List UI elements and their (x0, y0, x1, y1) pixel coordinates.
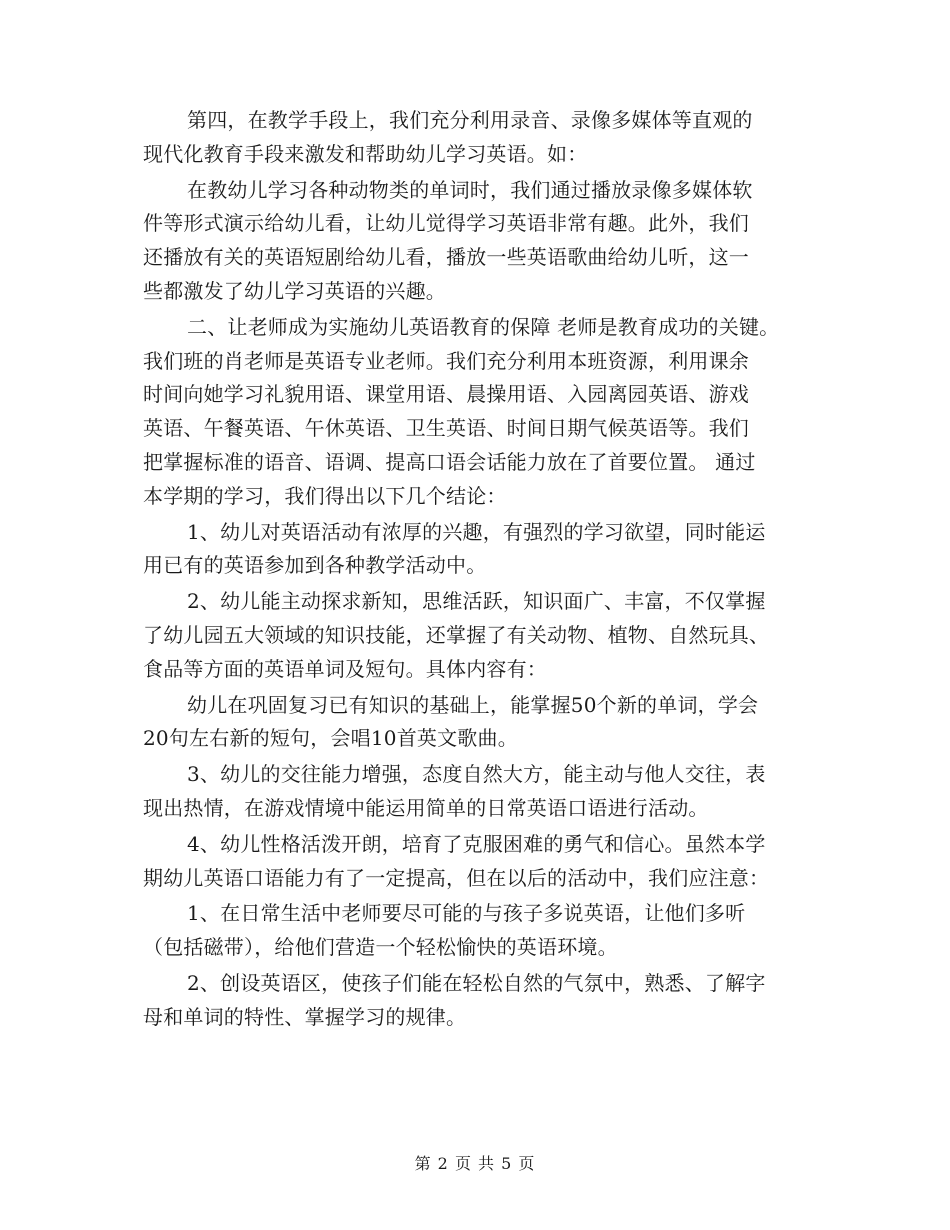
text-line: 在教幼儿学习各种动物类的单词时，我们通过播放录像多媒体软 (187, 177, 753, 202)
paragraph (143, 689, 823, 757)
text-line: 把掌握标准的语音、语调、提高口语会话能力放在了首要位置。 通过 (143, 449, 756, 474)
text-line: 还播放有关的英语短剧给幼儿看，播放一些英语歌曲给幼儿听，这一 (143, 245, 749, 270)
text-line: 20句左右新的短句，会唱10首英文歌曲。 (143, 726, 518, 751)
text-line: 我们班的肖老师是英语专业老师。我们充分利用本班资源，利用课余 (143, 348, 749, 373)
text-line: 幼儿在巩固复习已有知识的基础上，能掌握50个新的单词，学会 (187, 692, 759, 717)
text-line: 食品等方面的英语单词及短句。具体内容有： (143, 656, 547, 681)
text-line: 时间向她学习礼貌用语、课堂用语、晨操用语、入园离园英语、游戏 (143, 382, 749, 407)
text-line: 了幼儿园五大领域的知识技能，还掌握了有关动物、植物、自然玩具、 (143, 622, 770, 647)
text-line: 期幼儿英语口语能力有了一定提高，但在以后的活动中，我们应注意： (143, 865, 770, 890)
text-line: 1、在日常生活中老师要尽可能的与孩子多说英语，让他们多听 (187, 901, 746, 926)
text-line: 3、幼儿的交往能力增强，态度自然大方，能主动与他人交往，表 (187, 762, 766, 787)
text-line: 母和单词的特性、掌握学习的规律。 (143, 1004, 467, 1029)
paragraph (143, 758, 823, 826)
paragraph (143, 585, 823, 686)
paragraph (143, 967, 823, 1035)
text-line: 二、让老师成为实施幼儿英语教育的保障 老师是教育成功的关键。 (187, 314, 780, 339)
text-line: 现出热情，在游戏情境中能运用简单的日常英语口语进行活动。 (143, 795, 709, 820)
text-line: 第四，在教学手段上，我们充分利用录音、录像多媒体等直观的 (187, 108, 753, 132)
paragraph (143, 897, 823, 965)
paragraph (143, 311, 823, 514)
text-line: （包括磁带），给他们营造一个轻松愉快的英语环境。 (143, 935, 618, 960)
text-line: 些都激发了幼儿学习英语的兴趣。 (143, 278, 446, 303)
text-line: 1、幼儿对英语活动有浓厚的兴趣，有强烈的学习欲望，同时能运 (187, 519, 766, 544)
page-number-footer: 第 2 页 共 5 页 (414, 1154, 536, 1173)
paragraph (143, 828, 823, 896)
paragraph (143, 104, 823, 172)
text-line: 用已有的英语参加到各种教学活动中。 (143, 553, 487, 578)
text-line: 现代化教育手段来激发和帮助幼儿学习英语。如： (143, 141, 588, 166)
text-line: 件等形式演示给幼儿看，让幼儿觉得学习英语非常有趣。此外，我们 (143, 211, 749, 236)
text-line: 英语、午餐英语、午休英语、卫生英语、时间日期气候英语等。我们 (143, 416, 749, 441)
text-line: 2、创设英语区，使孩子们能在轻松自然的气氛中，熟悉、了解字 (187, 970, 766, 995)
paragraph (143, 174, 823, 309)
document-body (143, 104, 823, 1037)
text-line: 2、幼儿能主动探求新知，思维活跃，知识面广、丰富，不仅掌握 (187, 589, 766, 614)
paragraph (143, 516, 823, 584)
text-line: 本学期的学习，我们得出以下几个结论： (143, 483, 507, 508)
text-line: 4、幼儿性格活泼开朗，培育了克服困难的勇气和信心。虽然本学 (187, 831, 766, 856)
